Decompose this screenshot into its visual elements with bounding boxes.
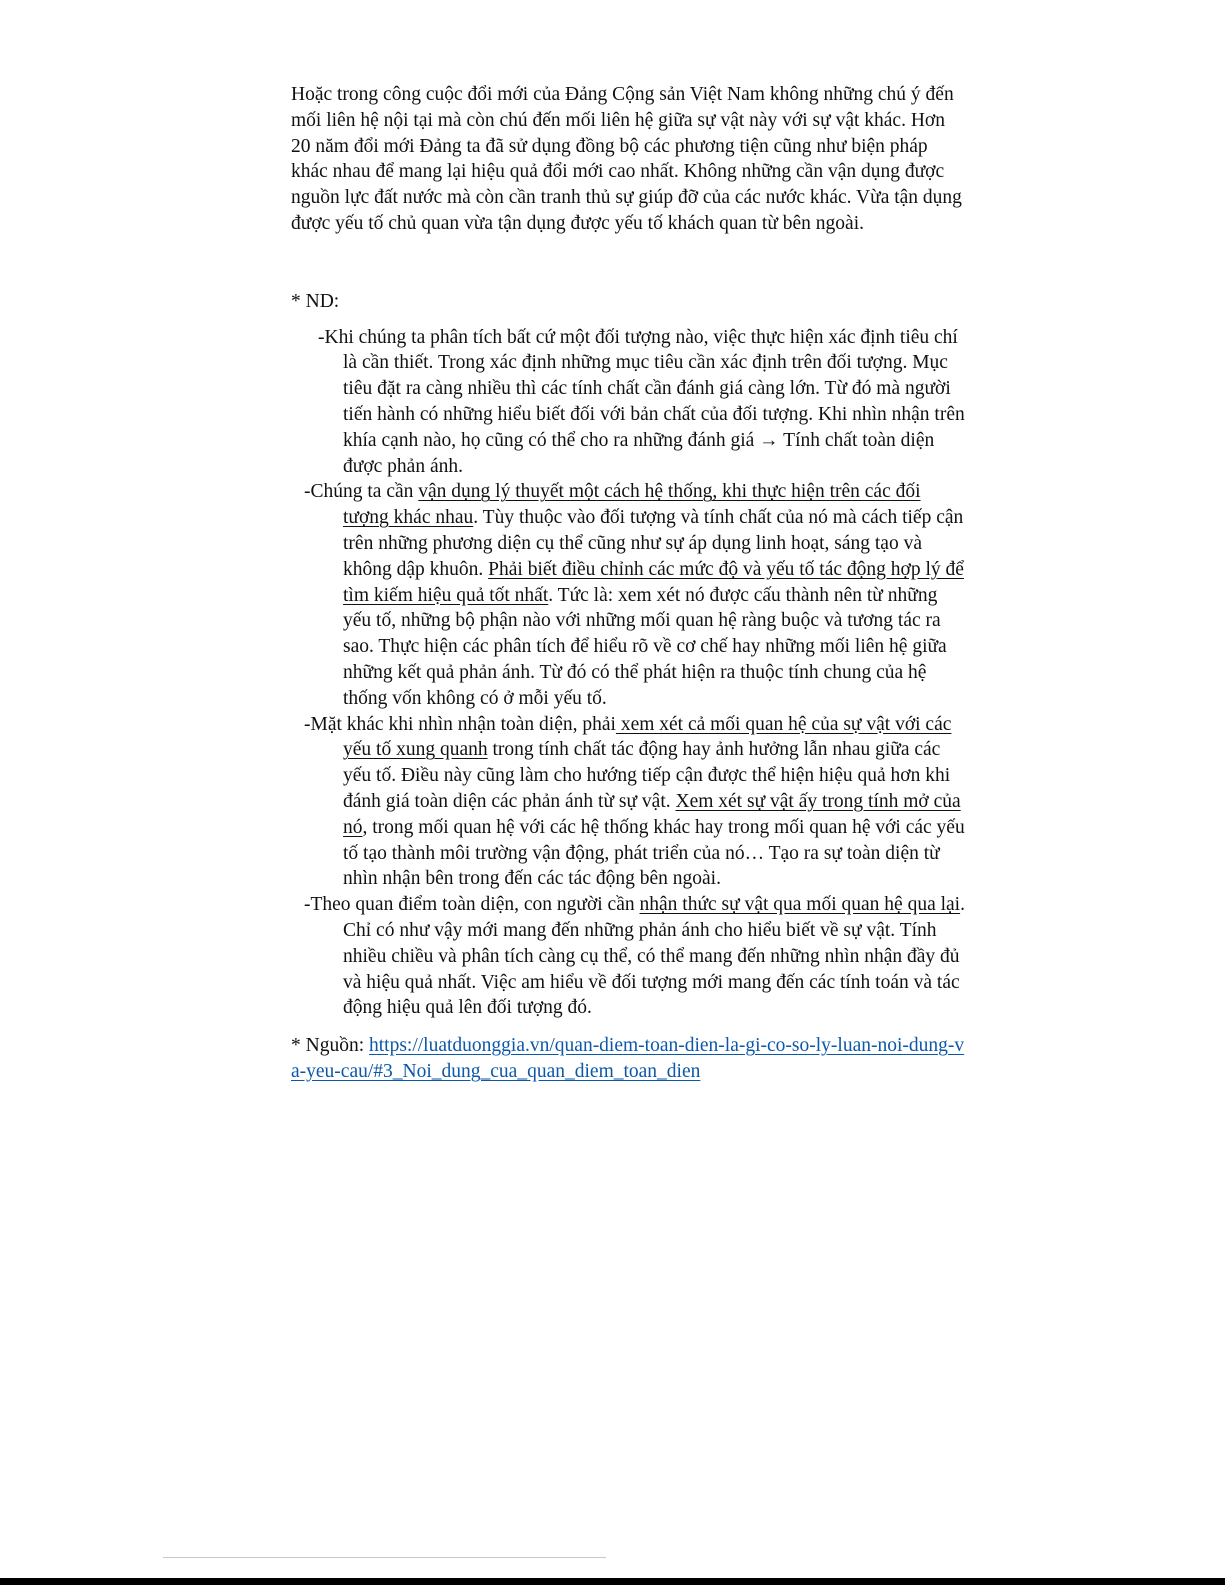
footnote-separator <box>163 1557 606 1558</box>
item4-underlined-1: nhận thức sự vật qua mối quan hệ qua lại <box>639 894 961 916</box>
page-bottom-border <box>0 1578 1225 1585</box>
content-item-3 <box>291 712 966 893</box>
item2-underlined-2: Phải biết điều chỉnh các mức độ và yếu tố tác động hợp lý để tìm kiếm hiệu quả tốt nhất <box>343 558 964 606</box>
item2-text-c: . Tức là: xem xét nó được cấu thành nên từ những yếu tố, những bộ phận nào với những mối quan hệ ràng buộc và tương tác ra sao. Thực hiện các phân tích để hiểu rõ về cơ chế hay những mối liên hệ giữa những kết quả phản ánh. Từ đó có thể phát hiện ra thuộc tính chung của hệ thống vốn không có ở mỗi yếu tố. <box>343 584 947 709</box>
item3-text-a: -Mặt khác khi nhìn nhận toàn diện, phải <box>304 713 616 735</box>
item2-text-a: -Chúng ta cần <box>304 481 419 503</box>
content-item-2 <box>291 479 966 711</box>
content-item-1 <box>291 325 966 480</box>
item1-tail: Tính chất toàn diện được phản ánh. <box>343 429 935 477</box>
item3-underlined-2: Xem xét sự vật ấy trong tính mở của nó <box>343 790 961 838</box>
item2-text-b: . Tùy thuộc vào đối tượng và tính chất của nó mà cách tiếp cận trên những phương diện cụ thể cũng như sự áp dụng linh hoạt, sáng tạo và không dập khuôn. <box>343 507 964 580</box>
nd-heading: * ND: <box>291 290 340 312</box>
document-page <box>291 82 966 1085</box>
item1-text: -Khi chúng ta phân tích bất cứ một đối tượng nào, việc thực hiện xác định tiêu chí là cần thiết. Trong xác định những mục tiêu cần xác định trên đối tượng. Mục tiêu đặt ra càng nhiều thì các tính chất cần đánh giá càng lớn. Từ đó mà người tiến hành có những hiểu biết đối với bản chất của đối tượng. Khi nhìn nhận trên khía cạnh nào, họ cũng có thể cho ra những đánh giá <box>318 326 965 451</box>
arrow-icon: → <box>759 429 779 451</box>
source-label: * Nguồn: <box>291 1035 369 1057</box>
item3-text-b: trong tính chất tác động hay ảnh hưởng lẫn nhau giữa các yếu tố. Điều này cũng làm cho hướng tiếp cận được thể hiện hiệu quả hơn khi đánh giá toàn diện các phản ánh từ sự vật. <box>343 739 951 812</box>
source-line <box>291 1033 966 1085</box>
intro-paragraph: Hoặc trong công cuộc đổi mới của Đảng Cộng sản Việt Nam không những chú ý đến mối liên hệ nội tại mà còn chú đến mối liên hệ giữa sự vật này với sự vật khác. Hơn 20 năm đổi mới Đảng ta đã sử dụng đồng bộ các phương tiện cũng như biện pháp khác nhau để mang lại hiệu quả đổi mới cao nhất. Không những cần vận dụng được nguồn lực đất nước mà còn cần tranh thủ sự giúp đỡ của các nước khác. Vừa tận dụng được yếu tố chủ quan vừa tận dụng được yếu tố khách quan từ bên ngoài. <box>291 84 962 234</box>
item3-underlined-1: xem xét cả mối quan hệ của sự vật với các yếu tố xung quanh <box>343 713 952 761</box>
item3-text-c: , trong mối quan hệ với các hệ thống khác hay trong mối quan hệ với các yếu tố tạo thành môi trường vận động, phát triển của nó… Tạo ra sự toàn diện từ nhìn nhận bên trong đến các tác động bên ngoài. <box>343 816 965 890</box>
item4-text-a: -Theo quan điểm toàn diện, con người cần <box>304 894 640 916</box>
content-item-4 <box>291 892 966 1021</box>
item2-underlined-1: vận dụng lý thuyết một cách hệ thống, khi thực hiện trên các đối tượng khác nhau <box>343 481 921 529</box>
item4-text-b: . Chỉ có như vậy mới mang đến những phản ánh cho hiểu biết về sự vật. Tính nhiều chiều và phân tích càng cụ thể, có thể mang đến những nhìn nhận đầy đủ và hiệu quả nhất. Việc am hiểu về đối tượng mới mang đến các tính toán và tác động hiệu quả lên đối tượng đó. <box>343 894 965 1019</box>
source-link[interactable]: https://luatduonggia.vn/quan-diem-toan-dien-la-gi-co-so-ly-luan-noi-dung-va-yeu-cau/#3_Noi_dung_cua_quan_diem_toan_dien <box>291 1035 965 1082</box>
